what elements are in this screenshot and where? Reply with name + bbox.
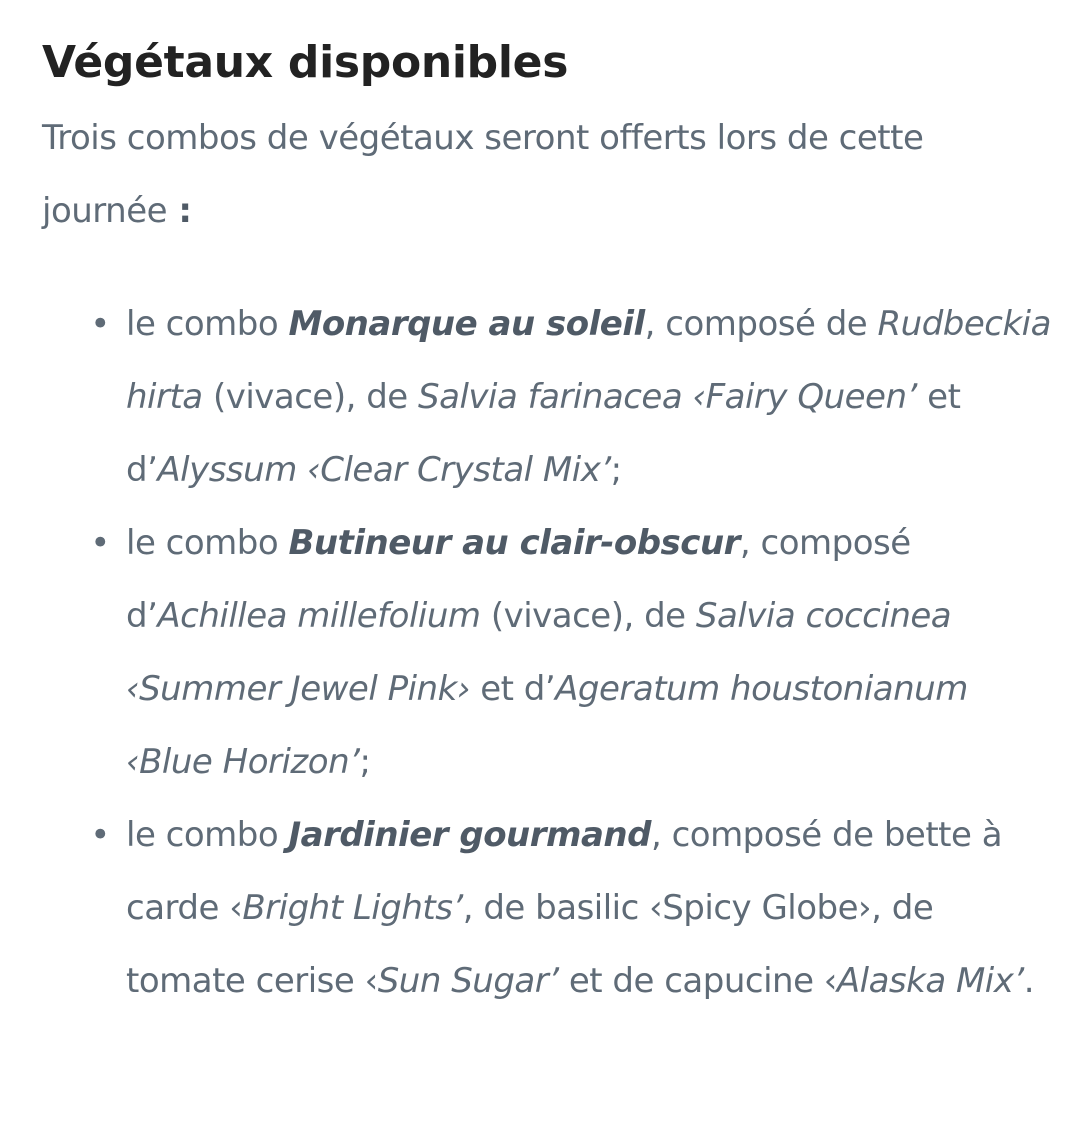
intro-text: Trois combos de végétaux seront offerts lors de cette journée xyxy=(42,118,924,231)
combo-list xyxy=(42,288,1052,1018)
combo-name: Monarque au soleil xyxy=(288,304,645,344)
intro-paragraph xyxy=(42,102,1052,248)
bullet-icon: • xyxy=(90,523,110,563)
list-item-monarque xyxy=(90,288,1052,507)
list-item-butineur xyxy=(90,507,1052,799)
plant-name: Alaska Mix’ xyxy=(836,961,1024,1001)
bullet-icon: • xyxy=(90,304,110,344)
combo-text: et d’ xyxy=(126,377,961,490)
bullet-icon: • xyxy=(90,815,110,855)
plant-name: Sun Sugar’ xyxy=(377,961,559,1001)
combo-text: . xyxy=(1023,961,1034,1001)
plant-name: Salvia farinacea ‹Fairy Queen’ xyxy=(418,377,917,417)
plant-name: Ageratum houstonianum ‹Blue Horizon’ xyxy=(126,669,968,782)
combo-text: (vivace), de xyxy=(480,596,696,636)
section-heading: Végétaux disponibles xyxy=(42,37,569,88)
combo-text: ; xyxy=(610,450,622,490)
combo-prefix: le combo xyxy=(126,304,289,344)
combo-name: Jardinier gourmand xyxy=(288,815,651,855)
plant-name: Bright Lights’ xyxy=(242,888,463,928)
combo-text: et de capucine ‹ xyxy=(558,961,837,1001)
combo-prefix: le combo xyxy=(126,523,289,563)
combo-name: Butineur au clair-obscur xyxy=(288,523,740,563)
plant-name: Achillea millefolium xyxy=(157,596,481,636)
combo-text: , composé de bette à carde ‹ xyxy=(126,815,1003,928)
plant-name: Salvia coccinea ‹Summer Jewel Pink› xyxy=(126,596,952,709)
combo-text: , composé de xyxy=(644,304,878,344)
combo-text: ; xyxy=(359,742,371,782)
intro-colon: : xyxy=(167,191,192,231)
plant-name: Alyssum ‹Clear Crystal Mix’ xyxy=(157,450,611,490)
list-item-jardinier xyxy=(90,799,1052,1018)
plant-name: Rudbeckia hirta xyxy=(126,304,1051,417)
article-section xyxy=(42,30,1052,1018)
combo-text: (vivace), de xyxy=(202,377,419,417)
combo-text: , de basilic ‹Spicy Globe›, de tomate cerise ‹ xyxy=(126,888,934,1001)
combo-prefix: le combo xyxy=(126,815,289,855)
combo-text: , composé d’ xyxy=(126,523,911,636)
combo-text: et d’ xyxy=(469,669,556,709)
